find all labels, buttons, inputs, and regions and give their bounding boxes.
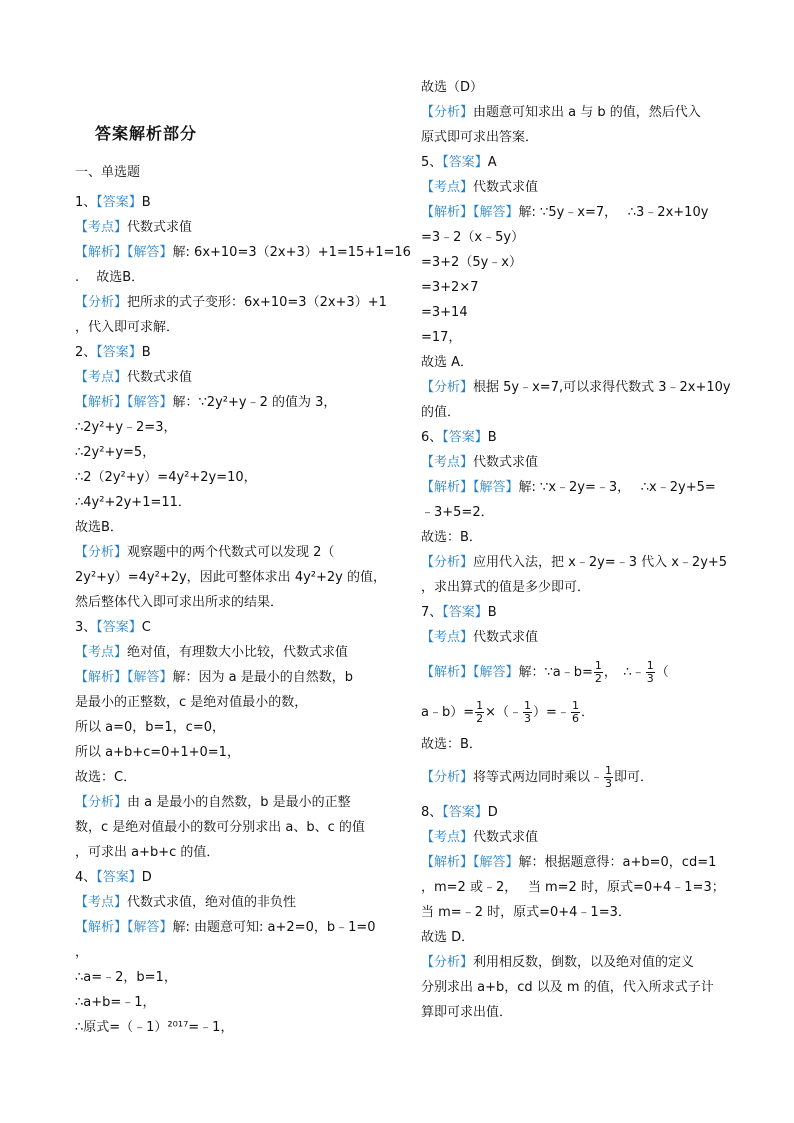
q7-answer: B: [487, 605, 497, 620]
fraction-one-sixth: [571, 700, 580, 725]
q5-solution: 解: ∵5y﹣x=7， ∴3﹣2x+10y: [518, 205, 709, 220]
q7-solution: 解：∵a﹣b=: [518, 665, 593, 680]
comment-tag: 【分析】: [421, 105, 474, 120]
q7-solution: （: [655, 665, 669, 680]
q8-comment-line: [421, 955, 694, 971]
q3-number: 3、: [75, 620, 97, 635]
q7-comment: 将等式两边同时乘以﹣: [473, 770, 604, 785]
q6-comment: 应用代入法，把 x﹣2y=﹣3 代入 x﹣2y+5: [473, 555, 728, 570]
solution-tag: 【解答】: [473, 480, 519, 495]
q7-solution: ， ∴﹣: [603, 665, 645, 680]
q2-comment: 观察题中的两个代数式可以发现 2（: [127, 545, 335, 560]
q4-point-line: [75, 895, 296, 911]
q5-solution-line: =3+2×7: [421, 280, 479, 295]
q8-point-line: [421, 830, 538, 846]
q3-comment: 由 a 是最小的自然数，b 是最小的正整: [127, 795, 351, 810]
comment-tag: 【分析】: [75, 295, 128, 310]
q5-comment: 根据 5y﹣x=7,可以求得代数式 3﹣2x+10y: [473, 380, 731, 395]
q3-solution-line: [75, 670, 353, 686]
q7-solution-line: [421, 700, 594, 726]
solution-tag: 【解答】: [127, 245, 173, 260]
q7-comment-line: [421, 765, 653, 791]
q4-solution-line: 故选（D）: [421, 80, 484, 95]
q3-comment-line: 数，c 是绝对值最小的数可分别求出 a、b、c 的值: [75, 820, 365, 835]
q5-solution-line: [421, 205, 708, 221]
q4-answer-line: [75, 870, 152, 886]
q2-comment-line: 然后整体代入即可求出所求的结果．: [75, 595, 284, 610]
q2-point-line: [75, 370, 192, 386]
q4-answer: D: [141, 870, 152, 885]
q1-solution-line: . 故选B．: [75, 270, 145, 285]
q6-solution: 解: ∵x﹣2y=﹣3， ∴x﹣2y+5=: [518, 480, 716, 495]
analysis-tag: 【解析】: [421, 665, 474, 680]
q8-solution: 解：根据题意得：a+b=0，cd=1: [518, 855, 717, 870]
point-tag: 【考点】: [75, 895, 128, 910]
analysis-tag: 【解析】: [421, 855, 474, 870]
point-tag: 【考点】: [75, 220, 128, 235]
analysis-tag: 【解析】: [421, 205, 474, 220]
point-tag: 【考点】: [75, 370, 128, 385]
q8-solution-line: ，m=2 或﹣2， 当 m=2 时，原式=0+4﹣1=3；: [421, 880, 725, 895]
q4-solution-line: [75, 920, 376, 936]
q8-answer-line: [421, 805, 498, 821]
q7-comment: 即可．: [614, 770, 654, 785]
q6-solution-line: [421, 480, 716, 496]
answer-tag: 【答案】: [96, 345, 142, 360]
q2-comment-line: [75, 545, 334, 561]
denominator: 2: [594, 672, 602, 685]
numerator: 1: [476, 699, 484, 712]
denominator: 3: [524, 712, 532, 725]
numerator: 1: [524, 699, 532, 712]
q4-comment-line: 原式即可求出答案．: [421, 130, 539, 145]
q1-point: 代数式求值: [127, 220, 193, 235]
point-tag: 【考点】: [421, 180, 474, 195]
q6-answer: B: [487, 430, 497, 445]
q5-point: 代数式求值: [473, 180, 539, 195]
q3-point: 绝对值，有理数大小比较，代数式求值: [127, 645, 349, 660]
comment-tag: 【分析】: [421, 555, 474, 570]
point-tag: 【考点】: [421, 455, 474, 470]
q8-answer: D: [487, 805, 498, 820]
solution-tag: 【解答】: [127, 395, 173, 410]
numerator: 1: [605, 764, 613, 777]
q8-solution-line: 当 m=﹣2 时，原式=0+4﹣1=3．: [421, 905, 631, 920]
q3-answer: C: [141, 620, 151, 635]
fraction-one-third: [604, 765, 613, 790]
q6-answer-line: [421, 430, 497, 446]
comment-tag: 【分析】: [421, 955, 474, 970]
q7-solution: a﹣b）=: [421, 705, 475, 720]
q1-solution-line: [75, 245, 411, 261]
q8-comment-line: 算即可求出值．: [421, 1005, 513, 1020]
q2-answer: B: [141, 345, 151, 360]
q7-answer-line: [421, 605, 497, 621]
q2-solution-line: ∴2（2y²+y）=4y²+2y=10，: [75, 470, 257, 485]
q6-comment-line: ，求出算式的值是多少即可．: [421, 580, 591, 595]
q5-answer: A: [487, 155, 497, 170]
page-title: 答案解析部分: [95, 124, 198, 143]
solution-tag: 【解答】: [127, 920, 173, 935]
analysis-tag: 【解析】: [75, 920, 128, 935]
q7-solution: ．: [580, 705, 594, 720]
numerator: 1: [646, 659, 654, 672]
q1-comment: 把所求的式子变形：6x+10=3（2x+3）+1: [127, 295, 387, 310]
denominator: 6: [571, 712, 579, 725]
q5-point-line: [421, 180, 538, 196]
q8-comment: 利用相反数，倒数，以及绝对值的定义: [473, 955, 695, 970]
q1-point-line: [75, 220, 192, 236]
q4-solution-line: ，: [75, 945, 89, 960]
fraction-one-half: [594, 660, 603, 685]
q3-solution-line: 所以 a+b+c=0+1+0=1，: [75, 745, 240, 760]
analysis-tag: 【解析】: [75, 245, 128, 260]
q2-solution: 解：∵2y²+y﹣2 的值为 3，: [172, 395, 337, 410]
analysis-tag: 【解析】: [75, 395, 128, 410]
q7-number: 7、: [421, 605, 443, 620]
numerator: 1: [594, 659, 602, 672]
q3-answer-line: [75, 620, 151, 636]
answer-tag: 【答案】: [442, 155, 488, 170]
q3-comment-line: [75, 795, 351, 811]
q8-point: 代数式求值: [473, 830, 539, 845]
q1-number: 1、: [75, 195, 97, 210]
q4-number: 4、: [75, 870, 97, 885]
q5-solution-line: =17，: [421, 330, 462, 345]
q7-solution: ×（﹣: [485, 705, 523, 720]
q8-comment-line: 分别求出 a+b，cd 以及 m 的值，代入所求式子计: [421, 980, 714, 995]
denominator: 3: [605, 777, 613, 790]
q5-answer-line: [421, 155, 497, 171]
q6-point: 代数式求值: [473, 455, 539, 470]
q7-solution-line: [421, 660, 669, 686]
fraction-one-third: [646, 660, 655, 685]
q2-solution-line: 故选B．: [75, 520, 123, 535]
q7-point: 代数式求值: [473, 630, 539, 645]
comment-tag: 【分析】: [75, 795, 128, 810]
q3-solution-line: 是最小的正整数，c 是绝对值最小的数，: [75, 695, 308, 710]
q4-solution: 解: 由题意可知: a+2=0，b﹣1=0: [172, 920, 376, 935]
q4-solution-line: ∴a=﹣2，b=1，: [75, 970, 177, 985]
q5-solution-line: =3﹣2（x﹣5y）: [421, 230, 525, 245]
denominator: 3: [646, 672, 654, 685]
q4-comment: 由题意可知求出 a 与 b 的值，然后代入: [473, 105, 701, 120]
q8-solution-line: [421, 855, 716, 871]
denominator: 2: [476, 712, 484, 725]
fraction-one-half: [475, 700, 484, 725]
q2-answer-line: [75, 345, 151, 361]
q6-comment-line: [421, 555, 727, 571]
answer-tag: 【答案】: [96, 195, 142, 210]
q5-solution-line: 故选 A．: [421, 355, 474, 370]
point-tag: 【考点】: [421, 630, 474, 645]
q6-number: 6、: [421, 430, 443, 445]
q7-point-line: [421, 630, 538, 646]
solution-tag: 【解答】: [473, 665, 519, 680]
fraction-one-third: [523, 700, 532, 725]
solution-tag: 【解答】: [127, 670, 173, 685]
comment-tag: 【分析】: [421, 770, 474, 785]
answer-tag: 【答案】: [442, 430, 488, 445]
q1-comment-line: [75, 295, 387, 311]
solution-tag: 【解答】: [473, 855, 519, 870]
solution-tag: 【解答】: [473, 205, 519, 220]
q3-comment-line: ，可求出 a+b+c 的值．: [75, 845, 220, 860]
q3-solution: 解：因为 a 是最小的自然数，b: [172, 670, 354, 685]
q1-solution: 解: 6x+10=3（2x+3）+1=15+1=16: [172, 245, 411, 260]
analysis-tag: 【解析】: [75, 670, 128, 685]
q4-point: 代数式求值，绝对值的非负性: [127, 895, 297, 910]
q2-solution-line: [75, 395, 336, 411]
q2-number: 2、: [75, 345, 97, 360]
comment-tag: 【分析】: [421, 380, 474, 395]
q5-comment-line: 的值．: [421, 405, 461, 420]
q3-solution-line: 故选：C．: [75, 770, 137, 785]
q1-comment-line: ，代入即可求解．: [75, 320, 180, 335]
comment-tag: 【分析】: [75, 545, 128, 560]
q8-number: 8、: [421, 805, 443, 820]
q1-answer: B: [141, 195, 151, 210]
q5-solution-line: =3+14: [421, 305, 468, 320]
q5-comment-line: [421, 380, 731, 396]
answer-tag: 【答案】: [442, 605, 488, 620]
answer-tag: 【答案】: [96, 870, 142, 885]
q2-solution-line: ∴4y²+2y+1=11．: [75, 495, 191, 510]
point-tag: 【考点】: [75, 645, 128, 660]
point-tag: 【考点】: [421, 830, 474, 845]
q6-solution-line: ﹣3+5=2．: [421, 505, 494, 520]
q5-solution-line: =3+2（5y﹣x）: [421, 255, 522, 270]
q8-solution-line: 故选 D．: [421, 930, 475, 945]
answer-tag: 【答案】: [96, 620, 142, 635]
q7-solution-line: 故选：B．: [421, 737, 482, 752]
q3-point-line: [75, 645, 348, 661]
section-heading: 一、单选题: [75, 165, 141, 180]
answer-tag: 【答案】: [442, 805, 488, 820]
q1-answer-line: [75, 195, 151, 211]
analysis-tag: 【解析】: [421, 480, 474, 495]
q4-solution-line: ∴a+b=﹣1，: [75, 995, 156, 1010]
q6-solution-line: 故选：B．: [421, 530, 482, 545]
q6-point-line: [421, 455, 538, 471]
q4-comment-line: [421, 105, 701, 121]
q2-comment-line: 2y²+y）=4y²+2y，因此可整体求出 4y²+2y 的值，: [75, 570, 386, 585]
q2-solution-line: ∴2y²+y=5，: [75, 445, 156, 460]
q2-solution-line: ∴2y²+y﹣2=3，: [75, 420, 177, 435]
q3-solution-line: 所以 a=0，b=1，c=0，: [75, 720, 225, 735]
q5-number: 5、: [421, 155, 443, 170]
numerator: 1: [571, 699, 579, 712]
q7-solution: ）=﹣: [533, 705, 570, 720]
q2-point: 代数式求值: [127, 370, 193, 385]
q4-solution-line: ∴原式=（﹣1）²⁰¹⁷=﹣1，: [75, 1020, 234, 1035]
